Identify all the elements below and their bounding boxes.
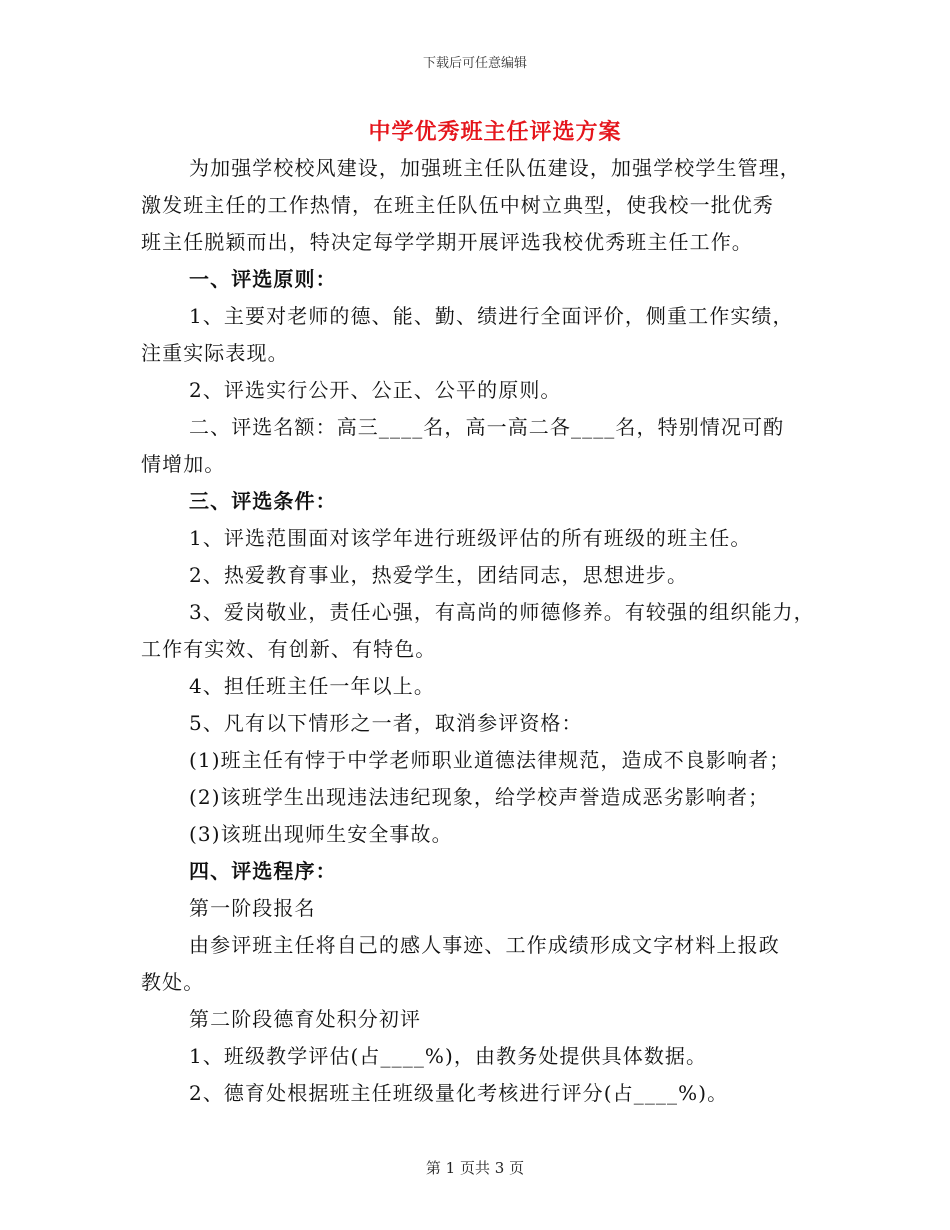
section-heading: 四、评选程序：: [189, 859, 337, 883]
paragraph-line: (2)该班学生出现违法违纪现象，给学校声誉造成恶劣影响者；: [189, 785, 770, 809]
page-header: 下载后可任意编辑: [422, 56, 527, 71]
paragraph-line: 2、热爱教育事业，热爱学生，团结同志，思想进步。: [189, 563, 689, 587]
paragraph-line: 工作有实效、有创新、有特色。: [141, 637, 437, 661]
paragraph-line: 5、凡有以下情形之一者，取消参评资格：: [189, 711, 583, 735]
paragraph-line: 3、爱岗敬业，责任心强，有高尚的师德修养。有较强的组织能力，: [189, 600, 815, 624]
page-footer: 第 1 页共 3 页: [425, 1159, 525, 1177]
paragraph-line: 教处。: [141, 970, 205, 994]
paragraph-line: 二、评选名额：高三____名，高一高二各____名，特别情况可酌: [189, 415, 785, 439]
paragraph-line: (3)该班出现师生安全事故。: [189, 822, 453, 846]
paragraph-line: 2、评选实行公开、公正、公平的原则。: [189, 378, 562, 402]
paragraph-line: 1、评选范围面对该学年进行班级评估的所有班级的班主任。: [189, 526, 752, 550]
section-heading: 三、评选条件：: [189, 489, 337, 513]
paragraph-line: 1、主要对老师的德、能、勤、绩进行全面评价，侧重工作实绩，: [189, 304, 794, 328]
paragraph-line: 情增加。: [141, 452, 226, 476]
section-heading: 一、评选原则：: [189, 267, 337, 291]
paragraph-line: 激发班主任的工作热情，在班主任队伍中树立典型，使我校一批优秀: [141, 193, 774, 217]
paragraph-line: 班主任脱颖而出，特决定每学学期开展评选我校优秀班主任工作。: [141, 230, 753, 254]
paragraph-line: 第一阶段报名: [189, 896, 316, 920]
paragraph-line: 为加强学校校风建设，加强班主任队伍建设，加强学校学生管理，: [189, 156, 801, 180]
document-title: 中学优秀班主任评选方案: [368, 120, 622, 145]
paragraph-line: 第二阶段德育处积分初评: [189, 1007, 422, 1031]
paragraph-line: 2、德育处根据班主任班级量化考核进行评分(占____%)。: [189, 1081, 729, 1105]
paragraph-line: 1、班级教学评估(占____%)，由教务处提供具体数据。: [189, 1044, 708, 1068]
paragraph-line: 注重实际表现。: [141, 341, 289, 365]
paragraph-line: (1)班主任有悖于中学老师职业道德法律规范，造成不良影响者；: [189, 748, 791, 772]
paragraph-line: 由参评班主任将自己的感人事迹、工作成绩形成文字材料上报政: [189, 933, 780, 957]
paragraph-line: 4、担任班主任一年以上。: [189, 674, 435, 698]
